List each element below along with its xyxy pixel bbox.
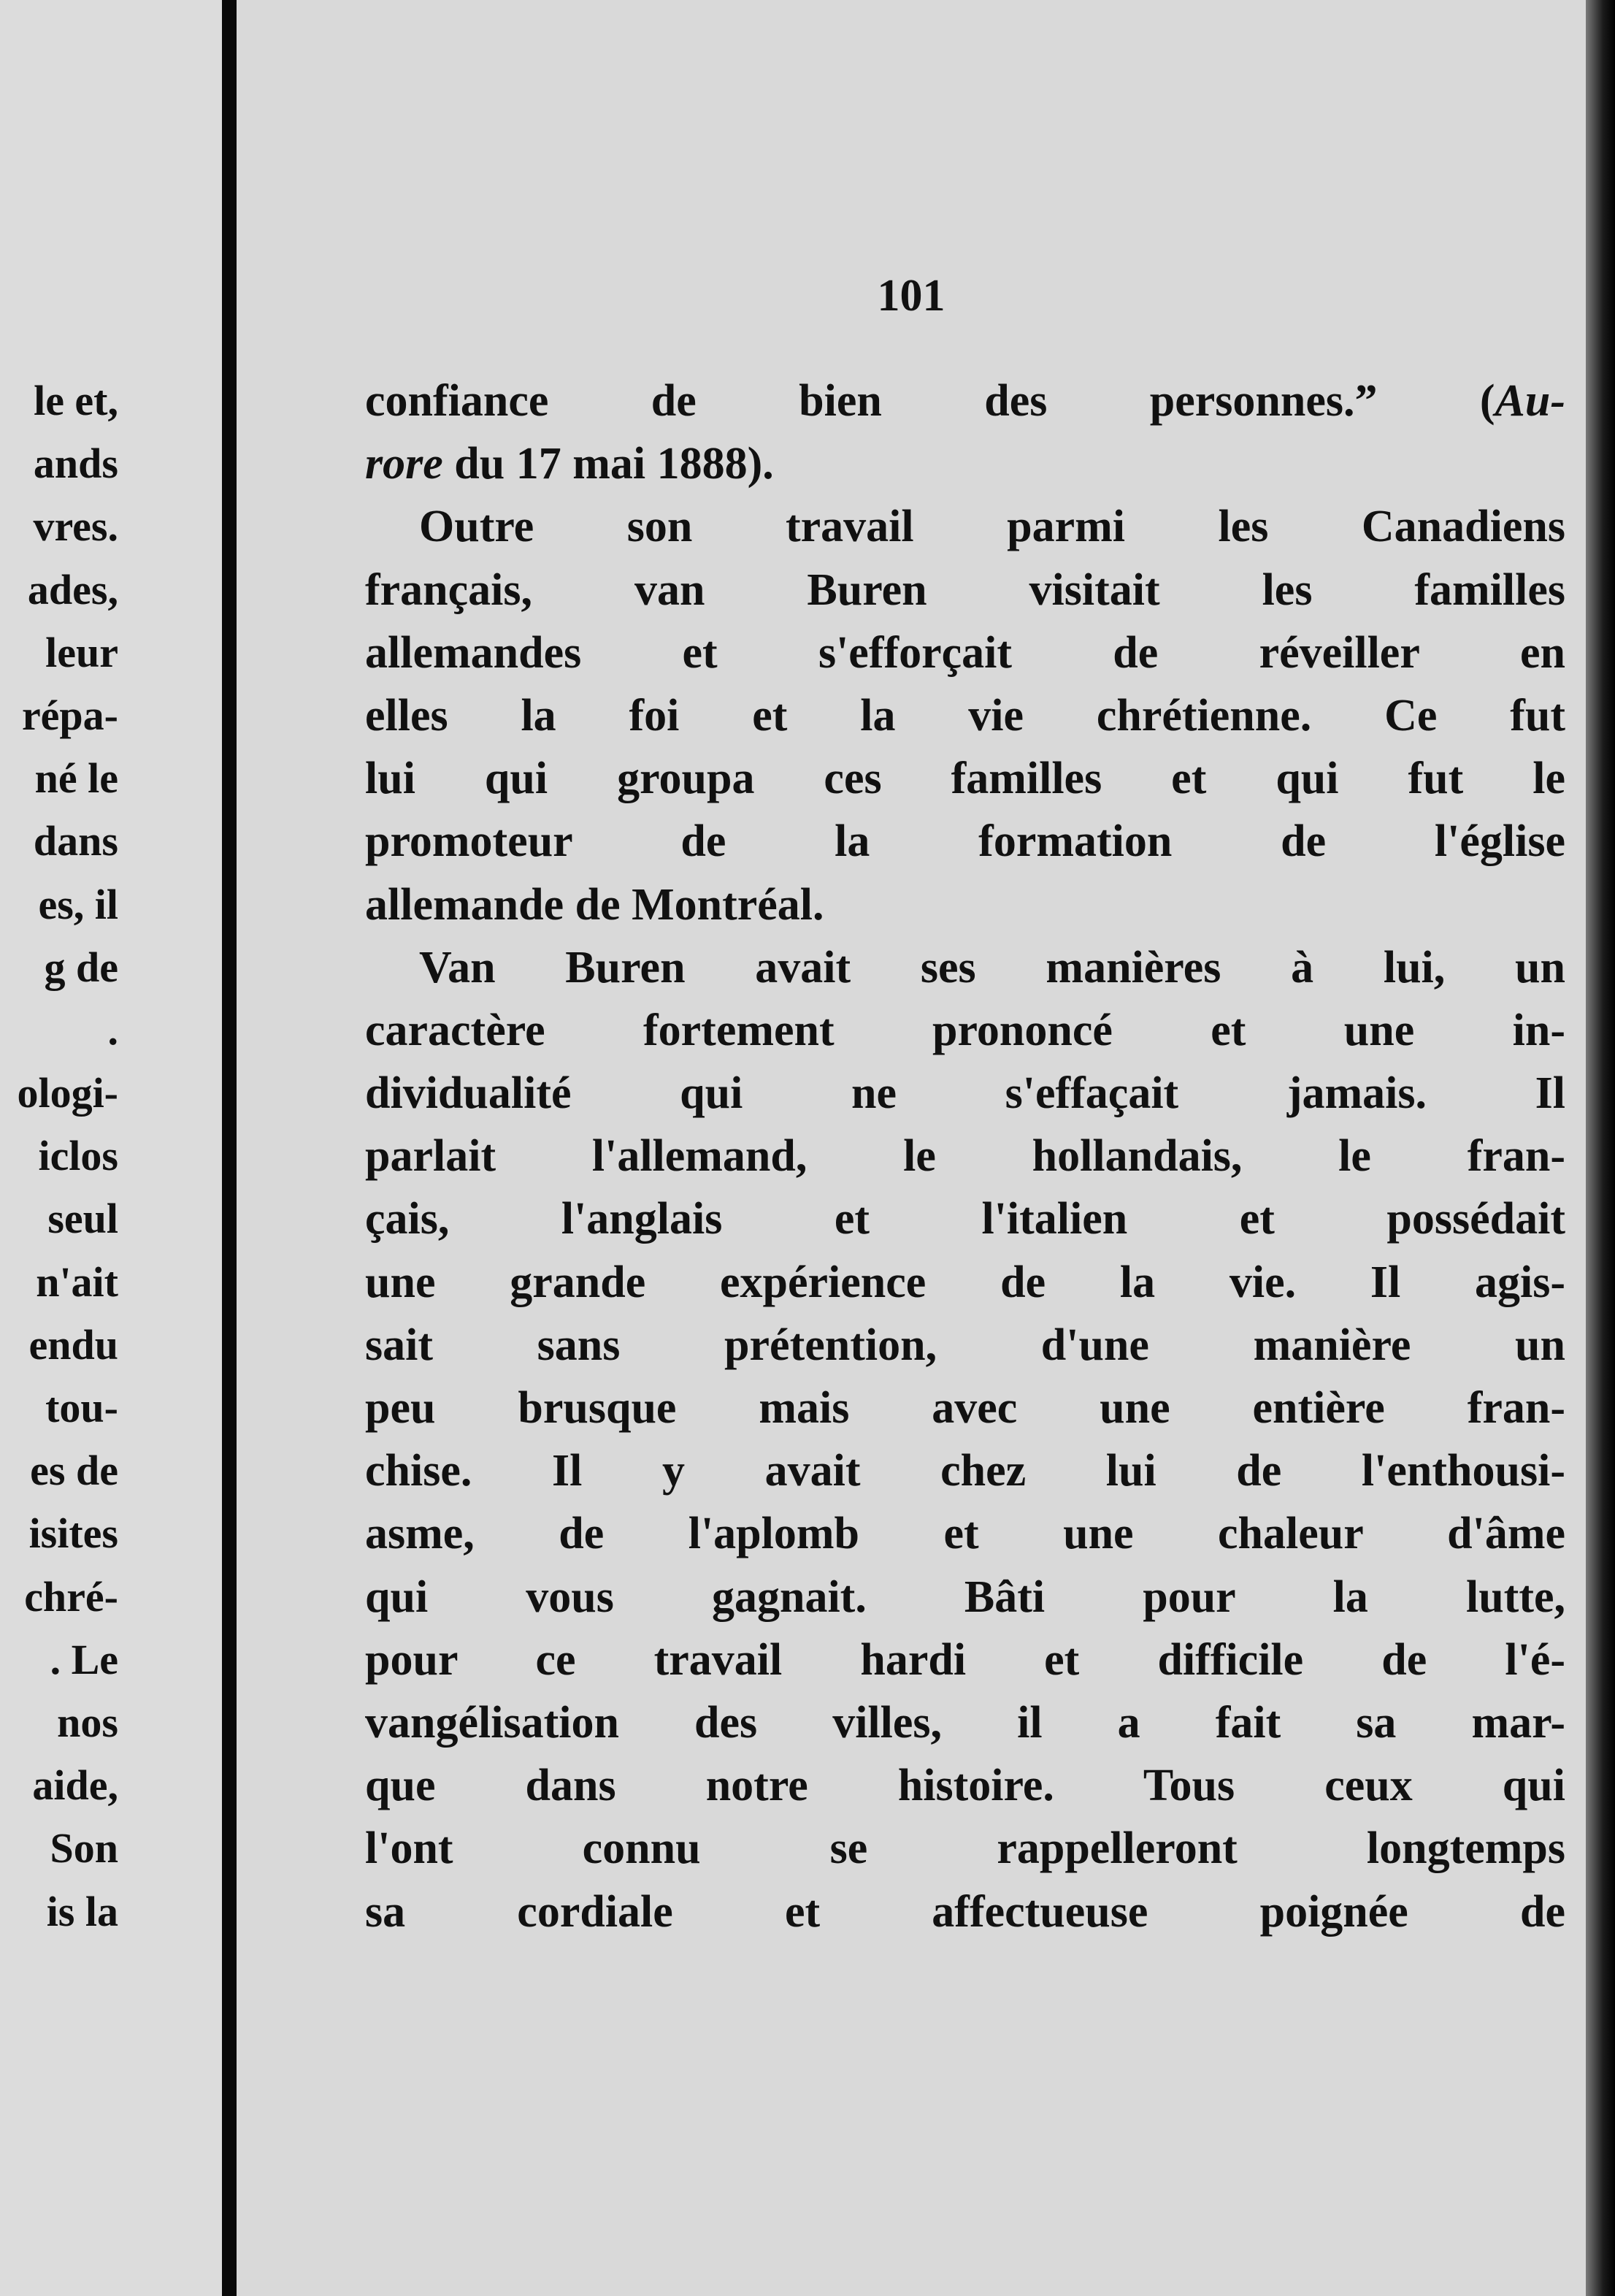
text-run: allemandes et s'efforçait de réveiller en: [365, 627, 1565, 678]
previous-page-fragment: .: [107, 1006, 118, 1054]
previous-page-fragment: isites: [28, 1509, 118, 1558]
body-text: [365, 370, 1565, 1943]
previous-page-fragment: endu: [28, 1320, 118, 1369]
italic-text: rore: [365, 439, 443, 489]
previous-page-fragment: ologi-: [17, 1069, 118, 1117]
previous-page-fragment: aide,: [32, 1761, 118, 1810]
previous-page-fragment: né le: [34, 754, 118, 803]
text-run: qui vous gagnait. Bâti pour la lutte,: [365, 1572, 1565, 1622]
text-line: [365, 684, 1565, 747]
previous-page-fragment: tou-: [45, 1384, 118, 1431]
text-line: [365, 810, 1565, 873]
text-run: sa cordiale et affectueuse poignée de: [365, 1886, 1565, 1937]
previous-page-fragment: le et,: [34, 377, 118, 424]
previous-page-fragment: es de: [30, 1447, 118, 1495]
text-line: [365, 1754, 1565, 1817]
page-gutter: [222, 0, 237, 2296]
text-line: [365, 1880, 1565, 1943]
text-line: [365, 559, 1565, 621]
text-run: que dans notre histoire. Tous ceux qui: [365, 1761, 1565, 1811]
text-line: [365, 1502, 1565, 1565]
text-run: allemande de Montréal.: [365, 879, 824, 930]
text-line: [365, 370, 1565, 432]
previous-page-fragment: dans: [33, 817, 118, 865]
previous-page-fragment: ands: [33, 440, 118, 488]
text-line: [365, 1314, 1565, 1377]
text-line: [365, 1817, 1565, 1880]
text-run: peu brusque mais avec une entière fran-: [365, 1383, 1565, 1433]
text-run: l'ont connu se rappelleront longtemps: [365, 1824, 1565, 1874]
text-run: dividualité qui ne s'effaçait jamais. Il: [365, 1068, 1565, 1119]
previous-page-fragment: vres.: [33, 502, 118, 551]
text-run: du 17 mai 1888).: [442, 439, 774, 489]
previous-page-fragment: . Le: [50, 1635, 118, 1683]
text-run: confiance de bien des personnes.” (: [365, 376, 1495, 426]
previous-page-fragment: Son: [50, 1824, 118, 1872]
text-run: parlait l'allemand, le hollandais, le fran-: [365, 1131, 1565, 1182]
previous-page-fragment: seul: [47, 1195, 118, 1243]
text-line: [365, 1125, 1565, 1187]
text-run: caractère fortement prononcé et une in-: [365, 1005, 1565, 1055]
text-run: une grande expérience de la vie. Il agis-: [365, 1257, 1565, 1307]
text-line: [365, 1691, 1565, 1754]
text-run: vangélisation des villes, il a fait sa mar-: [365, 1697, 1565, 1748]
text-line: [365, 621, 1565, 684]
text-line: [365, 1062, 1565, 1125]
previous-page-line-fragments: [0, 370, 118, 1943]
text-run: pour ce travail hardi et difficile de l'é-: [365, 1634, 1565, 1685]
text-run: lui qui groupa ces familles et qui fut le: [365, 754, 1565, 804]
previous-page-fragment: leur: [45, 628, 118, 676]
text-line: [365, 1251, 1565, 1314]
previous-page-fragment: ades,: [27, 565, 118, 613]
text-line: [365, 747, 1565, 810]
previous-page-fragment: es, il: [38, 880, 118, 928]
text-run: français, van Buren visitait les familles: [365, 565, 1565, 615]
text-line: [365, 873, 1565, 936]
text-line: [365, 1629, 1565, 1691]
previous-page-fragment: g de: [44, 943, 118, 991]
text-line: [365, 1187, 1565, 1250]
previous-page: [0, 0, 222, 2296]
text-line: [365, 936, 1565, 999]
page-edge-shadow: [1586, 0, 1615, 2296]
text-line: [365, 432, 1565, 495]
text-run: promoteur de la formation de l'église: [365, 816, 1565, 867]
text-run: Van Buren avait ses manières à lui, un: [419, 942, 1565, 992]
text-line: [365, 1566, 1565, 1629]
text-run: Outre son travail parmi les Canadiens: [419, 502, 1565, 552]
text-run: elles la foi et la vie chrétienne. Ce fut: [365, 690, 1565, 741]
previous-page-fragment: répa-: [21, 691, 118, 739]
previous-page-fragment: nos: [57, 1698, 118, 1746]
previous-page-fragment: iclos: [38, 1132, 118, 1180]
text-line: [365, 1377, 1565, 1439]
text-line: [365, 1439, 1565, 1502]
page-number: 101: [877, 271, 945, 321]
text-line: [365, 495, 1565, 558]
italic-text: Au-: [1495, 376, 1565, 426]
text-run: sait sans prétention, d'une manière un: [365, 1320, 1565, 1370]
text-run: asme, de l'aplomb et une chaleur d'âme: [365, 1509, 1565, 1559]
text-run: çais, l'anglais et l'italien et possédait: [365, 1194, 1565, 1244]
previous-page-fragment: chré-: [24, 1572, 118, 1620]
current-page: [237, 0, 1586, 2296]
text-run: chise. Il y avait chez lui de l'enthousi-: [365, 1446, 1565, 1496]
text-line: [365, 999, 1565, 1062]
previous-page-fragment: is la: [46, 1887, 118, 1935]
previous-page-fragment: n'ait: [36, 1258, 118, 1306]
